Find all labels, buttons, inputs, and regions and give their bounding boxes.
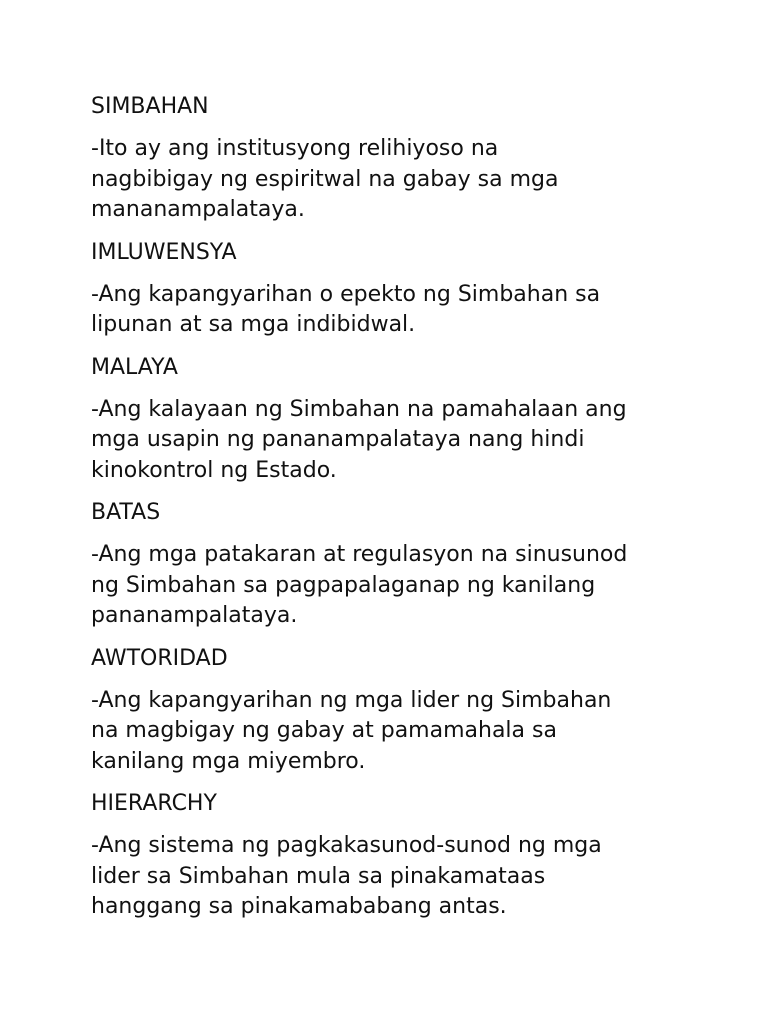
term-definition: -Ang kapangyarihan o epekto ng Simbahan sa lipunan at sa mga indibidwal. xyxy=(91,281,601,337)
term-heading: BATAS xyxy=(91,500,161,525)
term-definition: -Ang kapangyarihan ng mga lider ng Simbahan na magbigay ng gabay at pamamahala sa kanilang mga miyembro. xyxy=(91,687,612,774)
term-definition: -Ito ay ang institusyong relihiyoso na nagbibigay ng espiritwal na gabay sa mga mananampalataya. xyxy=(91,136,559,222)
term-heading: MALAYA xyxy=(91,354,178,380)
term-heading: SIMBAHAN xyxy=(91,94,209,119)
term-heading: HIERARCHY xyxy=(91,791,217,816)
term-heading: AWTORIDAD xyxy=(91,645,228,671)
term-heading: IMLUWENSYA xyxy=(91,239,237,265)
term-definition: -Ang kalayaan ng Simbahan na pamahalaan ang mga usapin ng pananampalataya nang hindi kinokontrol ng Estado. xyxy=(91,396,627,483)
term-definition: -Ang sistema ng pagkakasunod-sunod ng mga lider sa Simbahan mula sa pinakamataas hanggang sa pinakamababang antas. xyxy=(91,833,602,919)
document-page xyxy=(91,92,711,923)
term-definition: -Ang mga patakaran at regulasyon na sinusunod ng Simbahan sa pagpapalaganap ng kanilang pananampalataya. xyxy=(91,542,628,628)
